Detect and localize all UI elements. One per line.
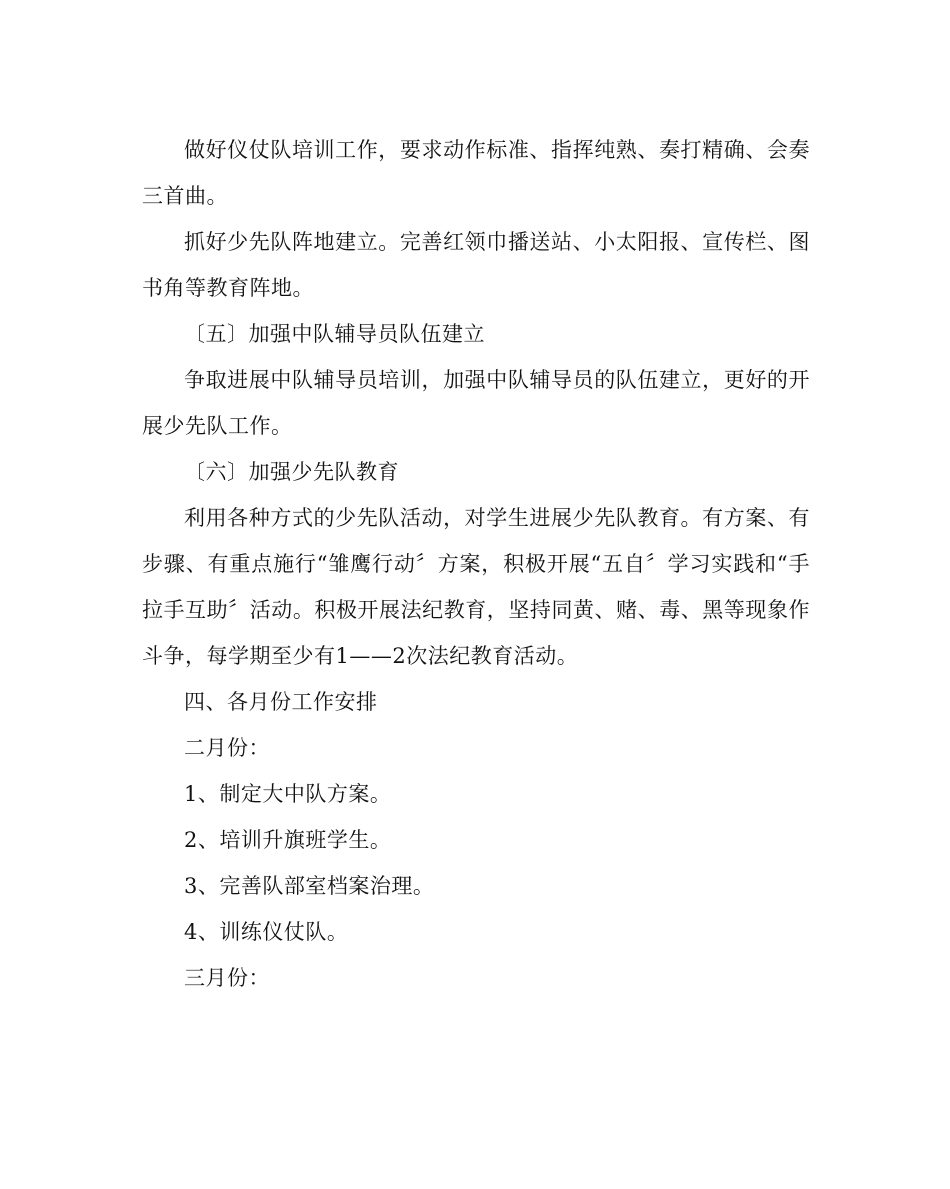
- paragraph-position-building: 抓好少先队阵地建立。完善红领巾播送站、小太阳报、宣传栏、图书角等教育阵地。: [142, 230, 810, 300]
- list-item-plan: 1、制定大中队方案。: [184, 782, 392, 806]
- section-heading-pioneer-education: 〔六〕加强少先队教育: [184, 460, 399, 484]
- paragraph-honor-guard-training: 做好仪仗队培训工作，要求动作标准、指挥纯熟、奏打精确、会奏三首曲。: [142, 138, 810, 208]
- section-heading-counselor-team: 〔五〕加强中队辅导员队伍建立: [184, 322, 485, 346]
- month-heading-march: 三月份：: [184, 966, 270, 990]
- paragraph-pioneer-activities: 利用各种方式的少先队活动，对学生进展少先队教育。有方案、有步骤、有重点施行“雏鹰行动〞方案，积极开展“五自〞学习实践和“手拉手互助〞活动。积极开展法纪教育，坚持同黄、赌、毒、黑等现象作斗争，每学期至少有1——2次法纪教育活动。: [142, 506, 810, 668]
- list-item-flag-team: 2、培训升旗班学生。: [184, 828, 392, 852]
- list-item-honor-guard: 4、训练仪仗队。: [184, 920, 349, 944]
- section-heading-monthly-schedule: 四、各月份工作安排: [184, 690, 378, 714]
- paragraph-counselor-training: 争取进展中队辅导员培训，加强中队辅导员的队伍建立，更好的开展少先队工作。: [142, 368, 810, 438]
- month-heading-february: 二月份：: [184, 736, 270, 760]
- list-item-archives: 3、完善队部室档案治理。: [184, 874, 435, 898]
- document-body: [142, 127, 810, 1001]
